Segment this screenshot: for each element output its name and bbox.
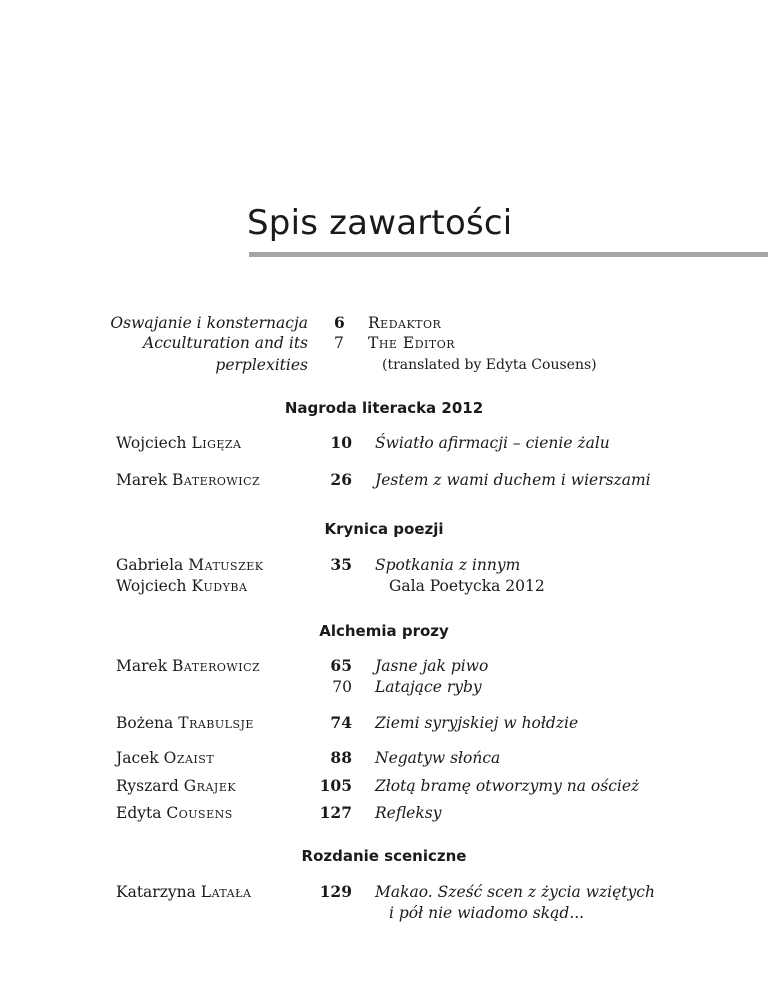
author-first-name: Gabriela xyxy=(116,556,184,574)
intro-title-line-2: Acculturation and its xyxy=(143,334,308,352)
author-last-name: Matuszek xyxy=(188,556,264,574)
entry-work: Spotkania z innym xyxy=(375,556,521,574)
entry-author xyxy=(116,882,251,902)
intro-author-1: Redaktor xyxy=(368,314,442,332)
author-first-name: Ryszard xyxy=(116,777,179,795)
entry-work: Ziemi syryjskiej w hołdzie xyxy=(375,714,579,732)
entry-author xyxy=(116,433,241,453)
intro-page-1: 6 xyxy=(334,313,345,332)
author-last-name: Trabulsje xyxy=(178,714,254,732)
author-first-name: Wojciech xyxy=(116,434,187,452)
entry-page: 65 xyxy=(330,656,352,675)
entry-page: 35 xyxy=(330,555,352,574)
entry-work: Refleksy xyxy=(375,804,442,822)
author-first-name: Marek xyxy=(116,657,168,675)
entry-page: 10 xyxy=(330,433,352,452)
author-first-name: Jacek xyxy=(116,749,159,767)
section-heading-rozdanie: Rozdanie sceniczne xyxy=(301,847,467,865)
intro-translator-note: (translated by Edyta Cousens) xyxy=(382,357,597,373)
intro-title-line-1: Oswajanie i konsternacja xyxy=(110,314,308,332)
entry-page: 88 xyxy=(330,748,352,767)
entry-author xyxy=(116,470,260,490)
entry-author xyxy=(116,776,236,796)
entry-work: Światło afirmacji – cienie żalu xyxy=(375,434,610,452)
title-rule xyxy=(249,252,768,257)
author-first-name: Wojciech xyxy=(116,577,187,595)
section-heading-nagroda: Nagroda literacka 2012 xyxy=(284,399,484,417)
entry-page: 26 xyxy=(330,470,352,489)
entry-page: 129 xyxy=(319,882,352,901)
author-last-name: Baterowicz xyxy=(172,657,261,675)
entry-author xyxy=(116,713,254,733)
author-last-name: Grajek xyxy=(183,777,237,795)
intro-author-2: The Editor xyxy=(368,334,456,352)
author-first-name: Katarzyna xyxy=(116,883,196,901)
entry-work-continuation: i pół nie wiadomo skąd... xyxy=(389,904,585,922)
entry-page: 70 xyxy=(332,678,352,696)
entry-work: Makao. Sześć scen z życia wziętych xyxy=(375,883,655,901)
author-last-name: Baterowicz xyxy=(172,471,261,489)
author-first-name: Edyta xyxy=(116,804,162,822)
entry-author xyxy=(116,555,263,575)
entry-work: Latające ryby xyxy=(375,678,482,696)
section-heading-krynica: Krynica poezji xyxy=(324,520,444,538)
entry-work: Negatyw słońca xyxy=(375,749,501,767)
author-last-name: Kudyba xyxy=(191,577,248,595)
intro-title-line-3: perplexities xyxy=(215,356,308,374)
page-title: Spis zawartości xyxy=(247,203,513,243)
entry-author xyxy=(116,803,233,823)
author-last-name: Ligęza xyxy=(191,434,242,452)
entry-page: 127 xyxy=(319,803,352,822)
author-last-name: Latała xyxy=(200,883,252,901)
entry-work: Złotą bramę otworzymy na oścież xyxy=(375,777,640,795)
intro-page-2: 7 xyxy=(334,334,344,352)
entry-author xyxy=(116,748,214,768)
entry-page: 105 xyxy=(319,776,352,795)
author-first-name: Marek xyxy=(116,471,168,489)
entry-author xyxy=(116,656,260,676)
entry-work-subtitle: Gala Poetycka 2012 xyxy=(389,577,545,595)
author-last-name: Cousens xyxy=(166,804,233,822)
entry-page: 74 xyxy=(330,713,352,732)
section-heading-alchemia: Alchemia prozy xyxy=(319,622,449,640)
author-first-name: Bożena xyxy=(116,714,174,732)
author-last-name: Ozaist xyxy=(163,749,215,767)
entry-work: Jestem z wami duchem i wierszami xyxy=(375,471,651,489)
entry-author xyxy=(116,576,247,596)
entry-work: Jasne jak piwo xyxy=(375,657,489,675)
